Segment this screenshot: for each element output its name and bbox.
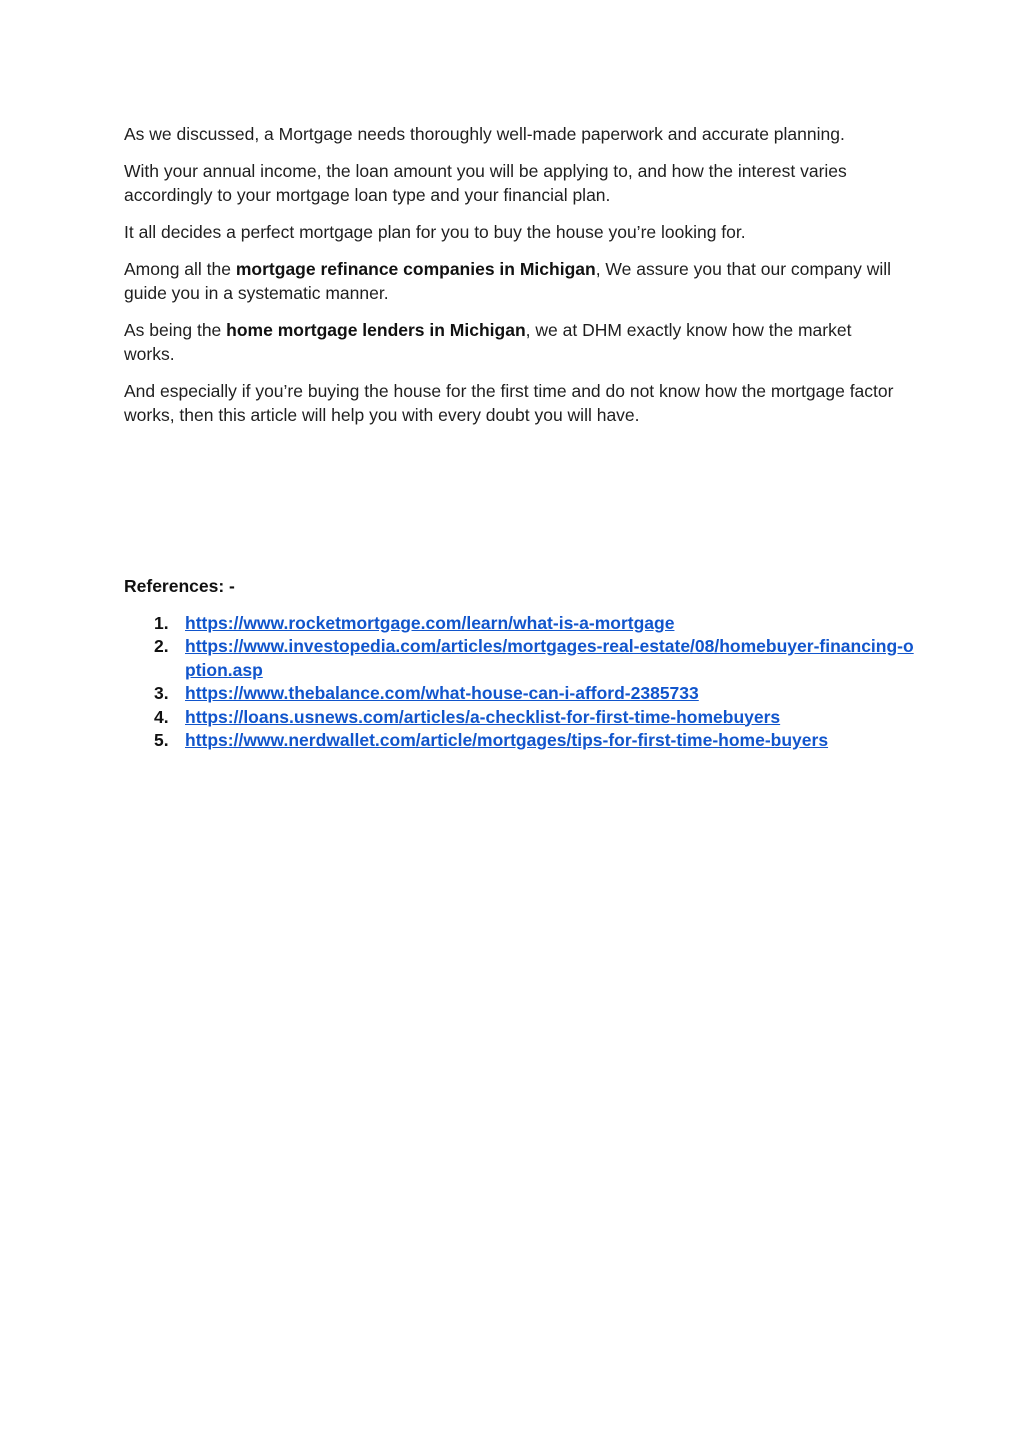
reference-link[interactable]: https://www.rocketmortgage.com/learn/what-is-a-mortgage [185, 612, 675, 633]
article-body [124, 122, 904, 440]
reference-number: 3. [154, 683, 169, 703]
paragraph-lenders-post: , we at DHM exactly know how the market works. [124, 320, 852, 364]
paragraph-income: With your annual income, the loan amount you will be applying to, and how the interest varies accordingly to your mortgage loan type and your financial plan. [124, 161, 847, 205]
reference-item [124, 635, 914, 682]
paragraph-refinance-post: , We assure you that our company will guide you in a systematic manner. [124, 259, 892, 303]
paragraph-first-time: And especially if you’re buying the house for the first time and do not know how the mortgage factor works, then this article will help you with every doubt you will have. [124, 381, 894, 425]
reference-link[interactable]: https://www.nerdwallet.com/article/mortgages/tips-for-first-time-home-buyers [185, 730, 829, 750]
paragraph-plan: It all decides a perfect mortgage plan for you to buy the house you’re looking for. [124, 222, 746, 242]
references-section [124, 575, 914, 753]
reference-number: 2. [154, 636, 169, 656]
paragraph-refinance-pre: Among all the [124, 259, 236, 279]
reference-link[interactable]: https://www.investopedia.com/articles/mortgages-real-estate/08/homebuyer-financing-option.asp [185, 636, 914, 680]
reference-number: 5. [154, 730, 169, 750]
paragraph-lenders-pre: As being the [124, 320, 227, 340]
paragraph-refinance [124, 257, 904, 305]
reference-number: 1. [154, 612, 169, 633]
keyword-lenders: home mortgage lenders in Michigan [226, 320, 526, 340]
reference-number: 4. [154, 706, 169, 727]
reference-link[interactable]: https://www.thebalance.com/what-house-can-i-afford-2385733 [185, 683, 699, 703]
reference-item [124, 706, 914, 730]
reference-item [124, 682, 914, 706]
keyword-refinance: mortgage refinance companies in Michigan [235, 259, 596, 279]
reference-link[interactable]: https://loans.usnews.com/articles/a-checklist-for-first-time-homebuyers [185, 706, 781, 727]
paragraph-lenders [124, 318, 904, 366]
reference-item [124, 612, 914, 636]
references-list [124, 612, 914, 753]
paragraph-intro: As we discussed, a Mortgage needs thoroughly well-made paperwork and accurate planning. [124, 124, 845, 144]
reference-item [124, 729, 914, 753]
references-heading: References: - [124, 576, 235, 596]
